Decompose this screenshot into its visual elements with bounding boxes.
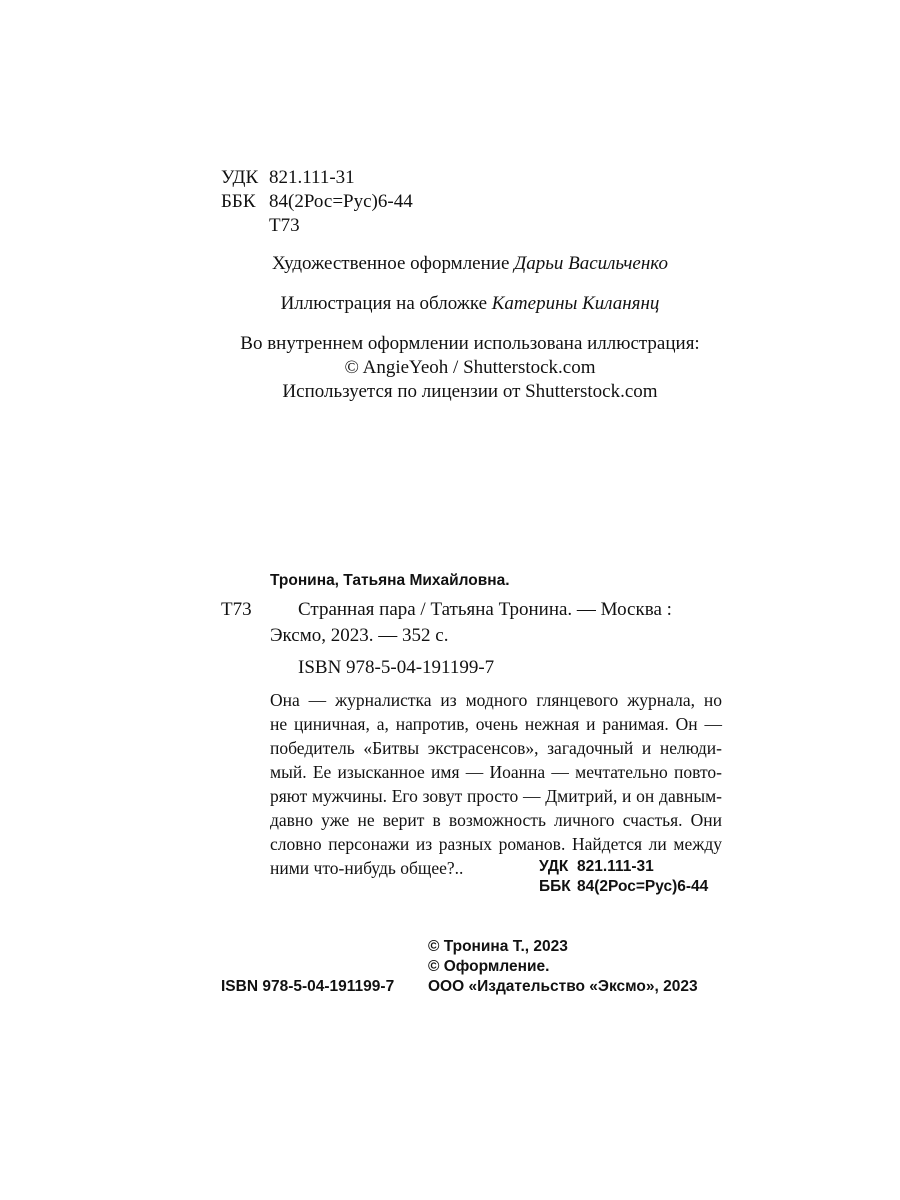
- udk-value-bottom: 821.111-31: [577, 858, 654, 875]
- inner-illustration-line-2: © AngieYeoh / Shutterstock.com: [344, 357, 596, 378]
- annotation-line: словно персонажи из разных романов. Найдется ли между: [270, 834, 722, 854]
- udk-row: [221, 166, 355, 190]
- udk-label-bottom: УДК: [539, 858, 569, 875]
- author-code-row: [221, 214, 300, 238]
- copyright-design: © Оформление.: [428, 958, 550, 975]
- catalog-code: Т73: [221, 599, 252, 620]
- cover-credit-name: Катерины Киланянц: [491, 293, 660, 314]
- cover-credit-prefix: Иллюстрация на обложке: [280, 293, 488, 314]
- catalog-title-line-1: Странная пара / Татьяна Тронина. — Москва :: [298, 599, 672, 620]
- copyright-author: © Тронина Т., 2023: [428, 938, 568, 955]
- annotation-line: мый. Ее изысканное имя — Иоанна — мечтательно повто-: [270, 762, 722, 782]
- bbk-row: [221, 190, 413, 214]
- author-code: Т73: [269, 215, 300, 236]
- annotation-line: ряют мужчины. Его зовут просто — Дмитрий, и он давным-: [270, 786, 722, 806]
- catalog-title-line-2: Эксмо, 2023. — 352 с.: [270, 625, 449, 646]
- udk-row-bottom: [539, 858, 654, 876]
- annotation-line: не циничная, а, напротив, очень нежная и ранимая. Он —: [270, 714, 722, 734]
- bbk-value: 84(2Рос=Рус)6-44: [269, 191, 413, 212]
- udk-label: УДК: [221, 167, 259, 188]
- inner-illustration-line-3: Используется по лицензии от Shutterstock.com: [282, 381, 658, 402]
- design-credit: [220, 252, 720, 276]
- annotation-line: Она — журналистка из модного глянцевого журнала, но: [270, 690, 722, 710]
- udk-value: 821.111-31: [269, 167, 355, 188]
- annotation-line: победитель «Битвы экстрасенсов», загадочный и нелюди-: [270, 738, 722, 758]
- copyright-publisher: ООО «Издательство «Эксмо», 2023: [428, 978, 698, 995]
- catalog-isbn: ISBN 978-5-04-191199-7: [298, 657, 495, 678]
- inner-illustration-line-1: Во внутреннем оформлении использована иллюстрация:: [240, 333, 700, 354]
- isbn-bottom: ISBN 978-5-04-191199-7: [221, 978, 395, 995]
- annotation: [270, 688, 722, 880]
- cover-credit: [220, 292, 720, 316]
- design-credit-name: Дарьи Васильченко: [514, 253, 668, 274]
- design-credit-prefix: Художественное оформление: [272, 253, 510, 274]
- bbk-row-bottom: [539, 878, 708, 896]
- annotation-line: давно уже не верит в возможность личного счастья. Они: [270, 810, 722, 830]
- bbk-label: ББК: [221, 191, 256, 212]
- bbk-label-bottom: ББК: [539, 878, 571, 895]
- annotation-line: ними что-нибудь общее?..: [270, 858, 464, 878]
- bbk-value-bottom: 84(2Рос=Рус)6-44: [577, 878, 709, 895]
- catalog-author: Тронина, Татьяна Михайловна.: [270, 572, 510, 589]
